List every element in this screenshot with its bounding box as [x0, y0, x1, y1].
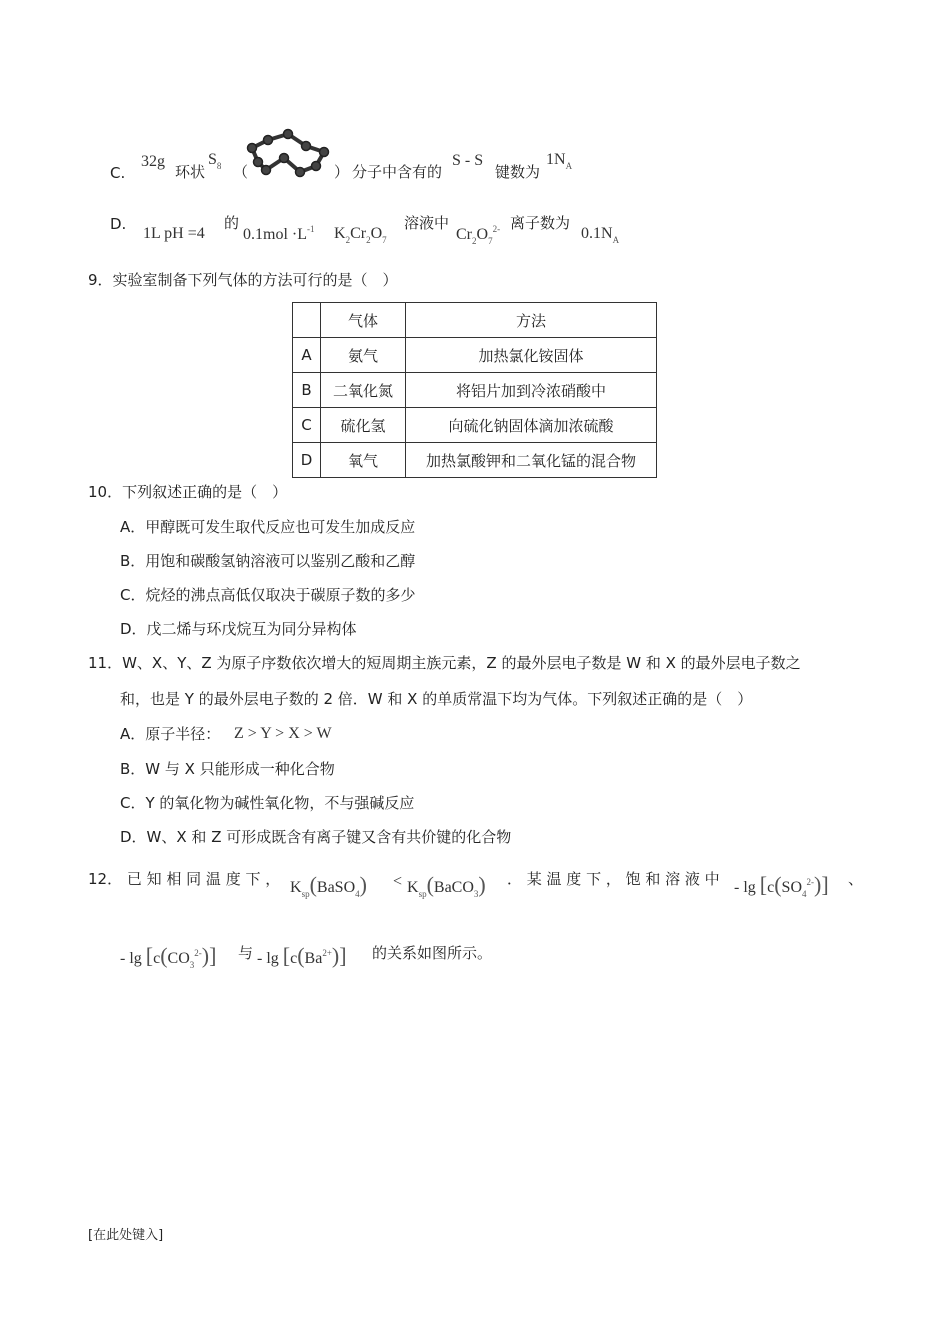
q10-option-c: C．烷烃的沸点高低仅取决于碳原子数的多少: [120, 586, 416, 604]
q9-stem: 9．实验室制备下列气体的方法可行的是（ ）: [88, 271, 398, 289]
q12-tail: 的关系如图所示。: [372, 944, 493, 962]
q11-option-a-label: A．原子半径：: [120, 725, 221, 743]
table-cell: 加热氯酸钾和二氧化锰的混合物: [406, 443, 657, 478]
comma: 、: [848, 870, 864, 888]
table-header-cell: 气体: [321, 303, 406, 338]
table-row: [293, 373, 657, 408]
table-cell: 向硫化钠固体滴加浓硫酸: [406, 408, 657, 443]
less-than: <: [393, 873, 403, 890]
bond-label: S - S: [452, 152, 484, 169]
yu-char: 与: [238, 944, 254, 962]
q11-option-b: B．W 与 X 只能形成一种化合物: [120, 760, 335, 778]
table-cell: 硫化氢: [321, 408, 406, 443]
bond-count-value: $1N_A$: [546, 151, 573, 171]
q11-stem-line2: 和，也是 Y 的最外层电子数的 2 倍．W 和 X 的单质常温下均为气体。下列叙述正确的是（ ）: [120, 690, 753, 708]
table-cell: C: [293, 408, 321, 443]
ion-count-text: 离子数为: [510, 214, 571, 232]
text-mid: 分子中含有的: [352, 163, 443, 181]
table-cell: 二氧化氮: [321, 373, 406, 408]
q10-option-d: D．戊二烯与环戊烷互为同分异构体: [120, 620, 357, 638]
s8-formula: $S_8$: [208, 151, 222, 171]
mass-value: 32g: [141, 153, 165, 170]
footer-placeholder[interactable]: [在此处键入]: [88, 1228, 164, 1243]
q11-option-d: D．W、X 和 Z 可形成既含有离子键又含有共价键的化合物: [120, 828, 512, 846]
q10-option-b: B．用饱和碳酸氢钠溶液可以鉴别乙酸和乙醇: [120, 552, 416, 570]
q11-option-c: C．Y 的氧化物为碱性氧化物，不与强碱反应: [120, 794, 415, 812]
q11-option-a-math: Z > Y > X > W: [234, 725, 332, 742]
table-cell: D: [293, 443, 321, 478]
q11-stem-line1: 11．W、X、Y、Z 为原子序数依次增大的短周期主族元素，Z 的最外层电子数是 W 和 X 的最外层电子数之: [88, 654, 801, 672]
ksp-baso4: $K_{sp}(BaSO_4)$: [290, 872, 367, 899]
volume-ph: 1L pH =4: [143, 225, 205, 242]
neg-lg-so4: - $\lg [c(SO_4^{2-})]$: [734, 872, 829, 899]
option-c-letter: C.: [110, 164, 126, 182]
table-cell: 加热氯化铵固体: [406, 338, 657, 373]
table-cell: 氧气: [321, 443, 406, 478]
table-cell: 将铝片加到冷浓硝酸中: [406, 373, 657, 408]
k2cr2o7-formula: $K_2Cr_2O_7$: [334, 225, 387, 245]
table-header-cell: 方法: [406, 303, 657, 338]
ksp-baco3: $K_{sp}(BaCO_3)$: [407, 872, 486, 899]
cr2o7-ion: $Cr_2O_7^{2-}$: [456, 224, 501, 246]
table-row: [293, 338, 657, 373]
table-cell: A: [293, 338, 321, 373]
gas-method-table: [292, 302, 657, 478]
s8-ring-molecule-image: [244, 128, 334, 178]
table-row: [293, 408, 657, 443]
table-header-cell: [293, 303, 321, 338]
table-cell: B: [293, 373, 321, 408]
q10-option-a: A．甲醇既可发生取代反应也可发生加成反应: [120, 518, 416, 536]
concentration: $0.1mol \cdot L^{-1}$: [243, 224, 315, 243]
ring-label: 环状: [175, 163, 206, 181]
solution-text: 溶液中: [404, 214, 450, 232]
table-header-row: [293, 303, 657, 338]
table-row: [293, 443, 657, 478]
q12-lead: 12． 已 知 相 同 温 度 下 ，: [88, 870, 281, 888]
q12-after: ． 某 温 度 下 ， 饱 和 溶 液 中: [507, 870, 720, 888]
lparen: （: [233, 163, 249, 181]
q10-stem: 10．下列叙述正确的是（ ）: [88, 483, 288, 501]
ion-count-value: $0.1N_A$: [581, 225, 620, 245]
bond-count-text: 键数为: [495, 163, 541, 181]
de-char: 的: [224, 214, 240, 232]
neg-lg-ba: - $\lg [c(Ba^{2+})]$: [257, 943, 347, 968]
table-cell: 氨气: [321, 338, 406, 373]
option-d-letter: D.: [110, 215, 127, 233]
neg-lg-co3: - $\lg [c(CO_3^{2-})]$: [120, 943, 217, 970]
rparen: ）: [334, 163, 350, 181]
